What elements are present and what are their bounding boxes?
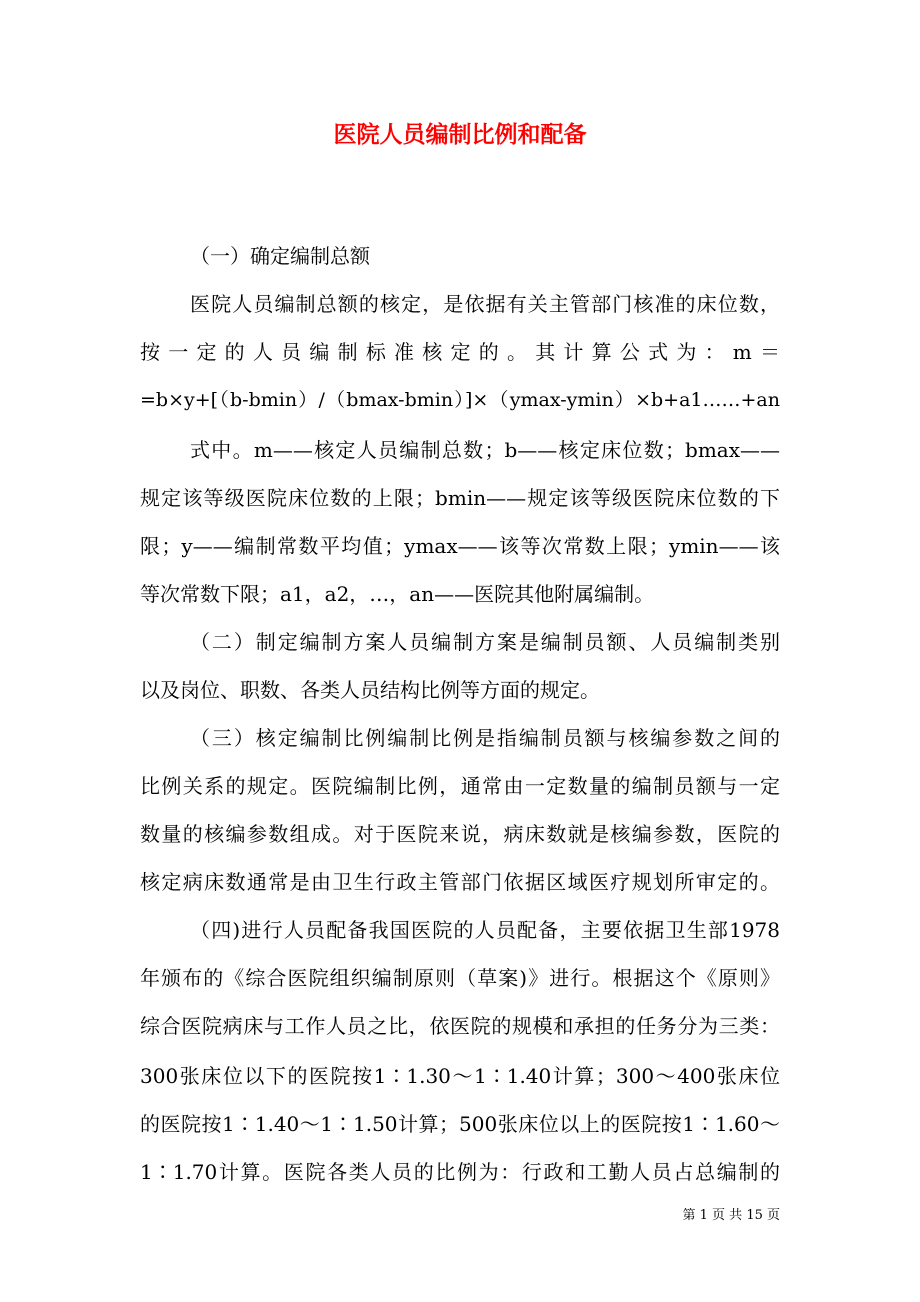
- paragraph-line: 医院人员编制总额的核定，是依据有关主管部门核准的床位数，: [190, 292, 780, 316]
- document-title: 医院人员编制比例和配备: [333, 121, 587, 148]
- paragraph-line: 1∶1.70计算。医院各类人员的比例为：行政和工勤人员占总编制的: [140, 1160, 780, 1184]
- paragraph-line: 核定病床数通常是由卫生行政主管部门依据区域医疗规划所审定的。: [140, 870, 780, 894]
- paragraph-line: 300张床位以下的医院按1∶1.30～1∶1.40计算；300～400张床位: [140, 1064, 780, 1088]
- paragraph-line: 等次常数下限；a1，a2，…，an——医院其他附属编制。: [140, 582, 655, 606]
- paragraph-line: 综合医院病床与工作人员之比，依医院的规模和承担的任务分为三类：: [140, 1014, 780, 1038]
- paragraph-line: 数量的核编参数组成。对于医院来说，病床数就是核编参数，医院的: [140, 822, 780, 846]
- paragraph-line: 年颁布的《综合医院组织编制原则（草案)》进行。根据这个《原则》: [140, 966, 780, 990]
- paragraph-line: （三）核定编制比例编制比例是指编制员额与核编参数之间的: [190, 726, 780, 750]
- paragraph-line: 规定该等级医院床位数的上限；bmin——规定该等级医院床位数的下: [140, 486, 780, 510]
- paragraph-line: （四)进行人员配备我国医院的人员配备，主要依据卫生部1978: [190, 918, 780, 942]
- paragraph-line: 式中。m——核定人员编制总数；b——核定床位数；bmax——: [190, 438, 780, 462]
- paragraph-line: 比例关系的规定。医院编制比例，通常由一定数量的编制员额与一定: [140, 774, 780, 798]
- formula-line: =b×y+[（b-bmin）/（bmax-bmin）]×（ymax-ymin）×b+a1……+an: [140, 389, 780, 411]
- paragraph-line: 按一定的人员编制标准核定的。其计算公式为：m＝: [140, 340, 780, 364]
- paragraph-line: （二）制定编制方案人员编制方案是编制员额、人员编制类别: [190, 630, 780, 654]
- section-heading-1: （一）确定编制总额: [190, 244, 370, 268]
- paragraph-line: 限；y——编制常数平均值；ymax——该等次常数上限；ymin——该: [140, 534, 780, 558]
- page-number: 第 1 页 共 15 页: [682, 1208, 780, 1223]
- paragraph-line: 的医院按1∶1.40～1∶1.50计算；500张床位以上的医院按1∶1.60～: [140, 1112, 780, 1136]
- paragraph-line: 以及岗位、职数、各类人员结构比例等方面的规定。: [140, 678, 600, 702]
